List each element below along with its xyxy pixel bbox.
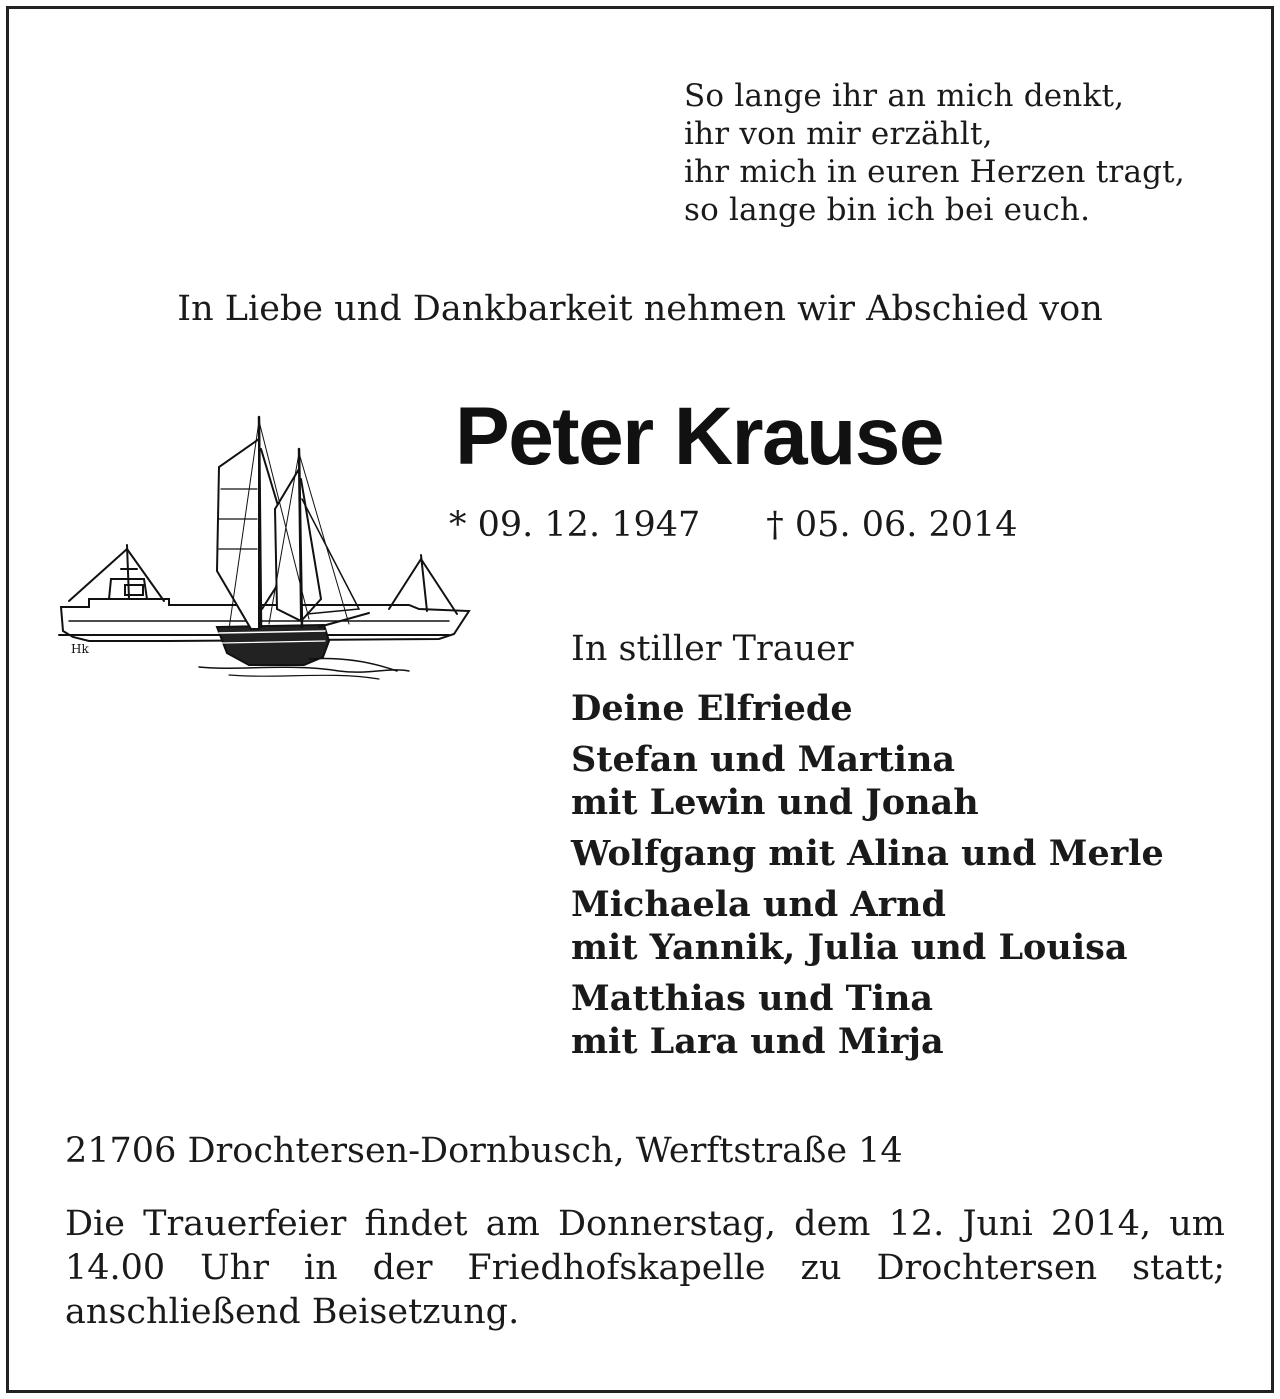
mourner-line: Stefan und Martina [571,739,956,780]
mourner-group [571,738,1164,824]
artist-signature: Hk [71,642,89,656]
mourner-line: Deine Elfriede [571,688,853,729]
family-address: 21706 Drochtersen-Dornbusch, Werftstraße 14 [65,1131,903,1171]
mourner-group [571,687,1164,730]
poem-line: So lange ihr an mich denkt, [684,78,1125,114]
mourner-group [571,832,1164,875]
poem-line: ihr von mir erzählt, [684,116,993,152]
sailing-ship-icon [49,409,479,689]
mourner-line: mit Yannik, Julia und Louisa [571,927,1128,968]
mourner-line: mit Lara und Mirja [571,1021,944,1062]
poem-line: so lange bin ich bei euch. [684,192,1091,228]
mourner-group [571,883,1164,969]
mourner-line: mit Lewin und Jonah [571,782,979,823]
mourners-list [571,627,1164,1071]
obituary-frame [6,6,1274,1393]
mourning-lead: In stiller Trauer [571,629,854,669]
memorial-poem [684,77,1185,229]
mourner-group [571,977,1164,1063]
mourner-line: Michaela und Arnd [571,884,946,925]
mourner-line: Wolfgang mit Alina und Merle [571,833,1164,874]
death-date: † 05. 06. 2014 [766,505,1018,545]
birth-date: * 09. 12. 1947 [449,505,701,545]
poem-line: ihr mich in euren Herzen tragt, [684,154,1185,190]
mourner-line: Matthias und Tina [571,978,934,1019]
farewell-intro: In Liebe und Dankbarkeit nehmen wir Abschied von [177,289,1103,329]
funeral-service-notice: Die Trauerfeier findet am Donnerstag, dem 12. Juni 2014, um 14.00 Uhr in der Friedhofskapelle zu Drochtersen statt; anschließend Beisetzung. [65,1204,1225,1332]
deceased-name: Peter Krause [455,391,943,482]
life-dates [449,503,1018,547]
